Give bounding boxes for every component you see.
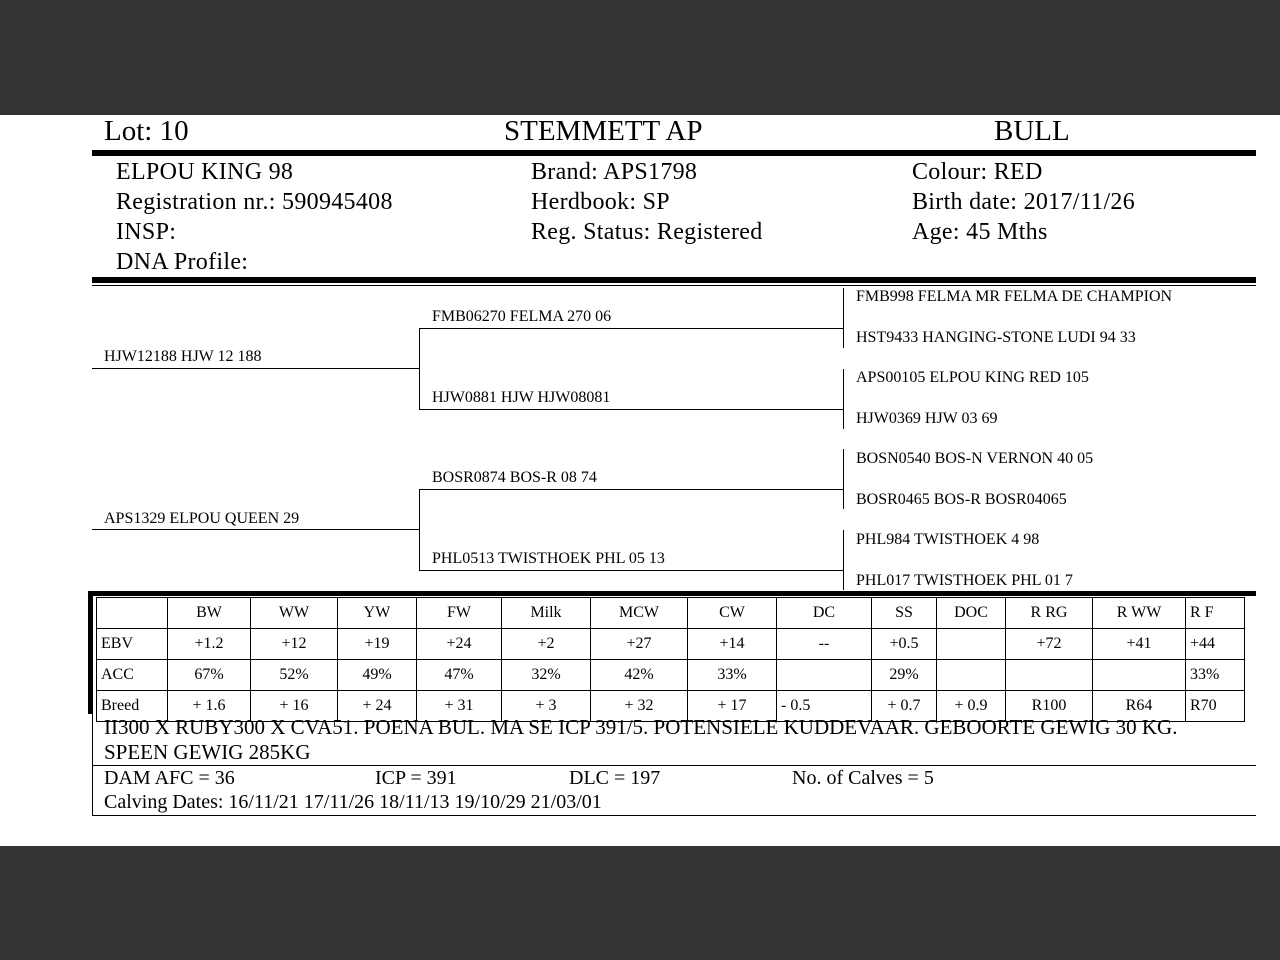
pedigree-gg-7: PHL984 TWISTHOEK 4 98 bbox=[856, 531, 1040, 548]
ebv-cell: +44 bbox=[1186, 629, 1245, 660]
insp-field: INSP: bbox=[116, 219, 177, 245]
acc-cell: 33% bbox=[1186, 660, 1245, 691]
acc-cell bbox=[937, 660, 1006, 691]
colour-field: Colour: RED bbox=[912, 159, 1043, 185]
ebv-col-header: MCW bbox=[591, 598, 688, 629]
ebv-cell: +19 bbox=[338, 629, 417, 660]
acc-cell: 52% bbox=[251, 660, 338, 691]
age-field: Age: 45 Mths bbox=[912, 219, 1048, 245]
pedigree-gg-2: HST9433 HANGING-STONE LUDI 94 33 bbox=[856, 329, 1136, 346]
ebv-col-header: WW bbox=[251, 598, 338, 629]
animal-sex: BULL bbox=[994, 115, 1070, 147]
sire-sire-line bbox=[419, 328, 844, 329]
ebv-col-header: Milk bbox=[502, 598, 591, 629]
breed-cell: + 31 bbox=[417, 691, 502, 722]
ebv-col-header: YW bbox=[338, 598, 417, 629]
breed-cell: + 24 bbox=[338, 691, 417, 722]
footer-left-rule bbox=[92, 714, 93, 815]
breed-cell: - 0.5 bbox=[777, 691, 872, 722]
ebv-col-header: CW bbox=[688, 598, 777, 629]
breed-cell: + 16 bbox=[251, 691, 338, 722]
acc-cell: 33% bbox=[688, 660, 777, 691]
reg-status-field: Reg. Status: Registered bbox=[531, 219, 763, 245]
acc-cell bbox=[777, 660, 872, 691]
brand-field: Brand: APS1798 bbox=[531, 159, 698, 185]
acc-cell: 42% bbox=[591, 660, 688, 691]
ebv-cell: +1.2 bbox=[168, 629, 251, 660]
remarks-text: II300 X RUBY300 X CVA51. POENA BUL. MA SE ICP 391/5. POTENSIELE KUDDEVAAR. GEBOORTE GEWIG 30 KG. SPEEN GEWIG 285KG bbox=[104, 715, 1178, 764]
acc-row bbox=[97, 660, 1245, 691]
pedigree-sire-sire: FMB06270 FELMA 270 06 bbox=[432, 308, 612, 325]
pedigree-gg-4: HJW0369 HJW 03 69 bbox=[856, 410, 998, 427]
pedigree-gg-5: BOSN0540 BOS-N VERNON 40 05 bbox=[856, 450, 1094, 467]
ebv-left-rule bbox=[88, 591, 93, 714]
ebv-cell: +72 bbox=[1006, 629, 1093, 660]
gg-bracket-4 bbox=[843, 530, 844, 590]
ebv-col-header: DC bbox=[777, 598, 872, 629]
remarks-divider bbox=[92, 765, 1256, 766]
lot-label-group bbox=[104, 115, 189, 148]
pedigree-gg-8: PHL017 TWISTHOEK PHL 01 7 bbox=[856, 572, 1073, 589]
breed-cell: R64 bbox=[1093, 691, 1186, 722]
ebv-cell bbox=[937, 629, 1006, 660]
ebv-cell: +0.5 bbox=[872, 629, 937, 660]
breed-row-label: Breed bbox=[97, 691, 168, 722]
breed-cell: + 32 bbox=[591, 691, 688, 722]
ebv-row bbox=[97, 629, 1245, 660]
acc-cell: 49% bbox=[338, 660, 417, 691]
pedigree-dam-sire: BOSR0874 BOS-R 08 74 bbox=[432, 469, 597, 486]
dlc-value: DLC = 197 bbox=[569, 767, 661, 789]
ebv-col-header: FW bbox=[417, 598, 502, 629]
acc-cell bbox=[1006, 660, 1093, 691]
dna-profile-field: DNA Profile: bbox=[116, 249, 249, 275]
icp-value: ICP = 391 bbox=[375, 767, 457, 789]
breed-cell: + 0.9 bbox=[937, 691, 1006, 722]
sire-dam-line bbox=[419, 409, 844, 410]
info-divider bbox=[92, 277, 1256, 283]
sire-bracket bbox=[419, 328, 420, 409]
pedigree-dam-dam: PHL0513 TWISTHOEK PHL 05 13 bbox=[432, 550, 665, 567]
breed-cell: R100 bbox=[1006, 691, 1093, 722]
breed-cell: + 0.7 bbox=[872, 691, 937, 722]
animal-name: ELPOU KING 98 bbox=[116, 159, 294, 185]
dam-line bbox=[92, 529, 420, 530]
ebv-cell: +12 bbox=[251, 629, 338, 660]
ebv-row-label: EBV bbox=[97, 629, 168, 660]
ebv-col-header: SS bbox=[872, 598, 937, 629]
ebv-cell: +41 bbox=[1093, 629, 1186, 660]
acc-cell bbox=[1093, 660, 1186, 691]
dam-bracket bbox=[419, 489, 420, 570]
pedigree-gg-3: APS00105 ELPOU KING RED 105 bbox=[856, 369, 1089, 386]
lot-label: Lot: bbox=[104, 115, 153, 147]
acc-cell: 29% bbox=[872, 660, 937, 691]
ebv-col-header: R RG bbox=[1006, 598, 1093, 629]
ebv-col-header: R F bbox=[1186, 598, 1245, 629]
herdbook-field: Herdbook: SP bbox=[531, 189, 670, 215]
registration-number: Registration nr.: 590945408 bbox=[116, 189, 393, 215]
ebv-col-header: DOC bbox=[937, 598, 1006, 629]
breed-cell: + 17 bbox=[688, 691, 777, 722]
ebv-cell: +2 bbox=[502, 629, 591, 660]
ebv-col-header: BW bbox=[168, 598, 251, 629]
ebv-header-row bbox=[97, 598, 1245, 629]
no-of-calves: No. of Calves = 5 bbox=[792, 767, 934, 789]
ebv-cell: +27 bbox=[591, 629, 688, 660]
info-divider-thin bbox=[92, 285, 1256, 286]
gg-bracket-1 bbox=[843, 288, 844, 348]
ebv-cell: +24 bbox=[417, 629, 502, 660]
dam-sire-line bbox=[419, 489, 844, 490]
pedigree-gg-6: BOSR0465 BOS-R BOSR04065 bbox=[856, 491, 1067, 508]
breed-cell: R70 bbox=[1186, 691, 1245, 722]
ebv-corner-cell bbox=[97, 598, 168, 629]
ebv-table bbox=[96, 597, 1245, 722]
pedigree-dam: APS1329 ELPOU QUEEN 29 bbox=[104, 510, 300, 527]
breed-cell: + 3 bbox=[502, 691, 591, 722]
lot-number: 10 bbox=[159, 115, 189, 147]
gg-bracket-2 bbox=[843, 369, 844, 429]
header-divider bbox=[92, 150, 1256, 156]
catalogue-sheet bbox=[0, 115, 1280, 846]
acc-cell: 32% bbox=[502, 660, 591, 691]
breeder-name: STEMMETT AP bbox=[504, 115, 703, 147]
acc-cell: 47% bbox=[417, 660, 502, 691]
pedigree-sire: HJW12188 HJW 12 188 bbox=[104, 348, 262, 365]
dam-afc: DAM AFC = 36 bbox=[104, 767, 235, 789]
sire-line bbox=[92, 368, 420, 369]
birth-date-field: Birth date: 2017/11/26 bbox=[912, 189, 1136, 215]
pedigree-sire-dam: HJW0881 HJW HJW08081 bbox=[432, 389, 611, 406]
acc-row-label: ACC bbox=[97, 660, 168, 691]
ebv-cell: -- bbox=[777, 629, 872, 660]
footer-bottom-rule bbox=[92, 815, 1256, 816]
ebv-top-rule bbox=[88, 591, 1256, 596]
breed-cell: + 1.6 bbox=[168, 691, 251, 722]
pedigree-gg-1: FMB998 FELMA MR FELMA DE CHAMPION bbox=[856, 288, 1173, 305]
dam-dam-line bbox=[419, 570, 844, 571]
acc-cell: 67% bbox=[168, 660, 251, 691]
ebv-cell: +14 bbox=[688, 629, 777, 660]
calving-dates: Calving Dates: 16/11/21 17/11/26 18/11/13 19/10/29 21/03/01 bbox=[104, 791, 602, 813]
ebv-col-header: R WW bbox=[1093, 598, 1186, 629]
gg-bracket-3 bbox=[843, 449, 844, 509]
